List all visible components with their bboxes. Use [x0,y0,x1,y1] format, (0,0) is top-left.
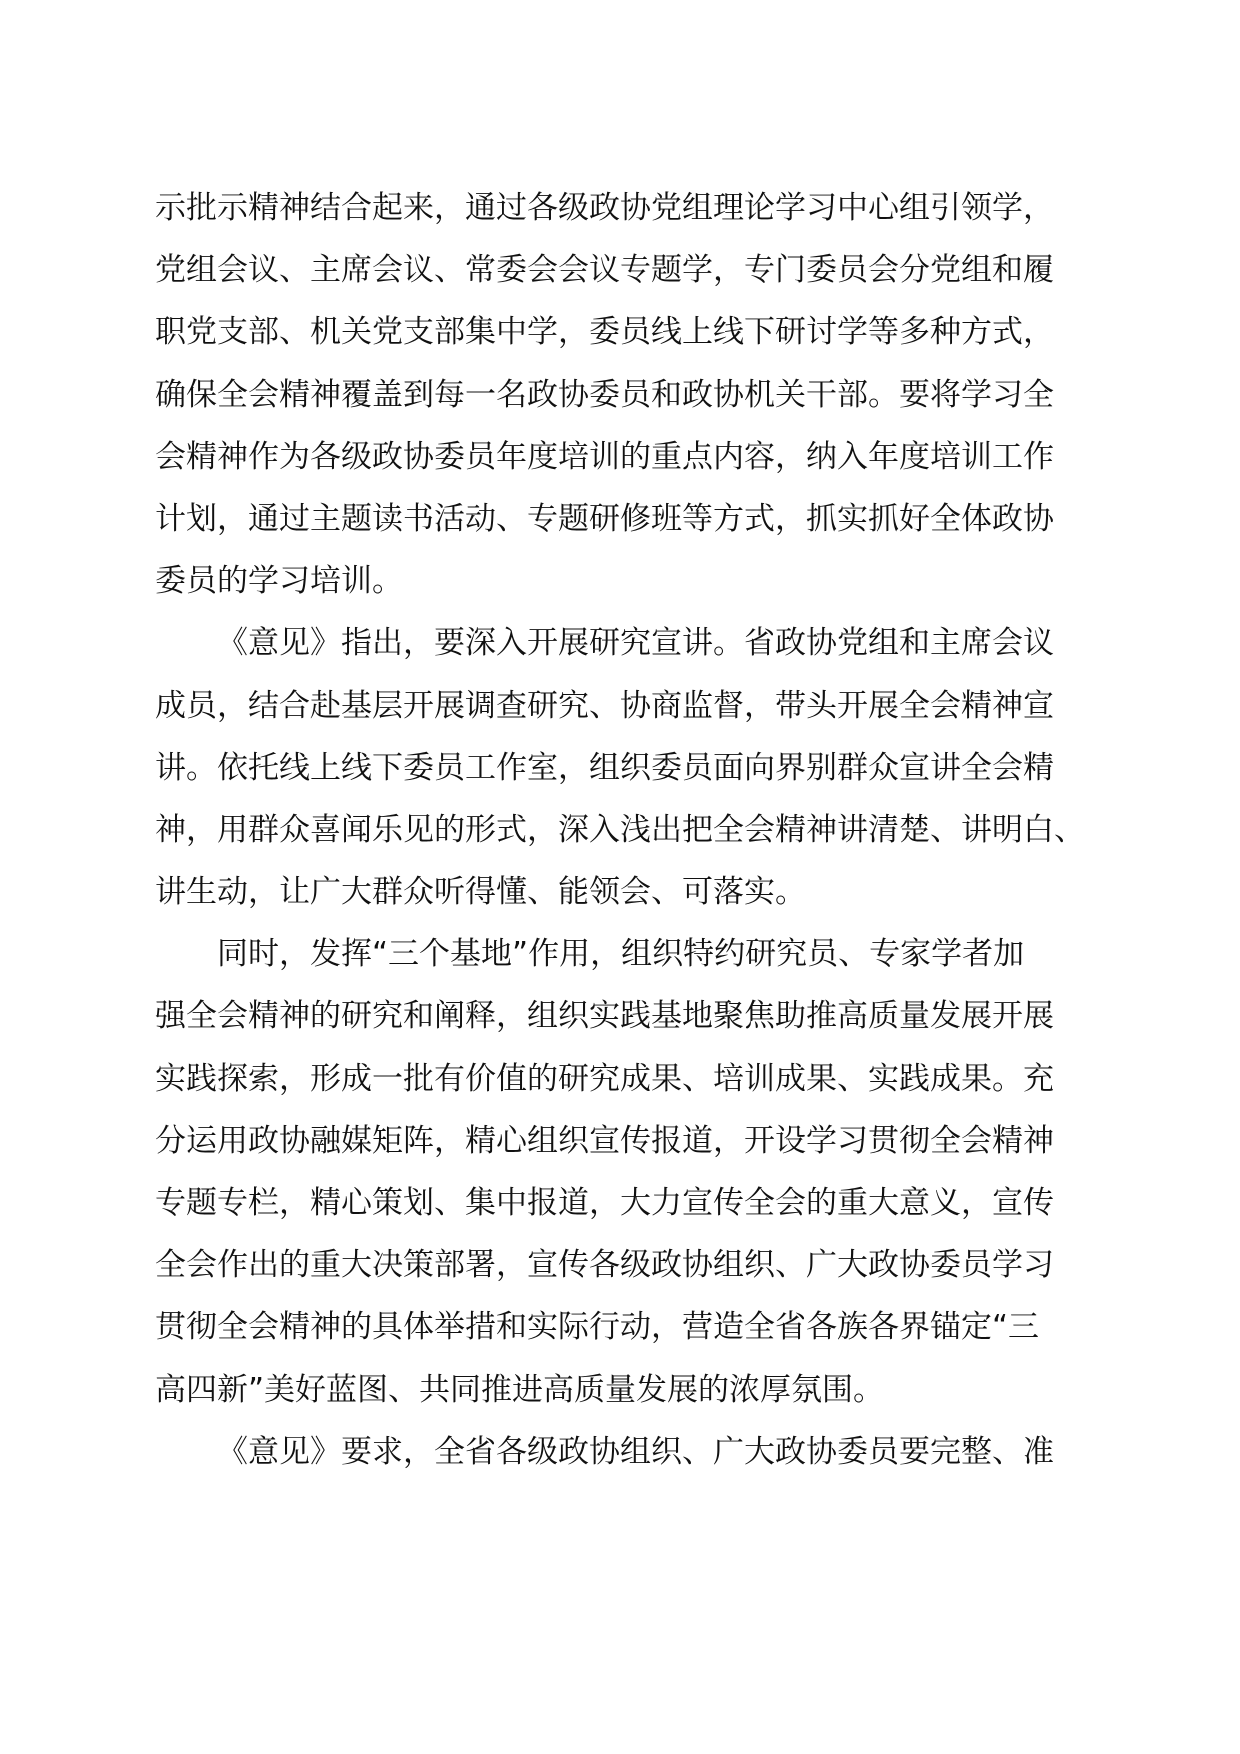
text-line: 贯彻全会精神的具体举措和实际行动，营造全省各族各界锚定“三 [155,1309,1040,1346]
text-line: 全会作出的重大决策部署，宣传各级政协组织、广大政协委员学习 [155,1247,1054,1284]
paragraph-first-line: 《意见》指出，要深入开展研究宣讲。省政协党组和主席会议 [217,625,1054,662]
paragraph-first-line: 同时，发挥“三个基地”作用，组织特约研究员、专家学者加 [217,936,1025,973]
text-line: 强全会精神的研究和阐释，组织实践基地聚焦助推高质量发展开展 [155,998,1054,1035]
text-line: 讲。依托线上线下委员工作室，组织委员面向界别群众宣讲全会精 [155,749,1054,786]
text-line: 讲生动，让广大群众听得懂、能领会、可落实。 [155,874,806,911]
body-text [155,177,1095,1483]
paragraph-first-line: 《意见》要求，全省各级政协组织、广大政协委员要完整、准 [217,1433,1054,1470]
text-line: 会精神作为各级政协委员年度培训的重点内容，纳入年度培训工作 [155,438,1054,475]
text-line: 高四新”美好蓝图、共同推进高质量发展的浓厚氛围。 [155,1371,885,1408]
text-line: 职党支部、机关党支部集中学，委员线上线下研讨学等多种方式， [155,314,1054,351]
text-line: 委员的学习培训。 [155,563,403,600]
text-line: 专题专栏，精心策划、集中报道，大力宣传全会的重大意义，宣传 [155,1185,1054,1221]
text-line: 计划，通过主题读书活动、专题研修班等方式，抓实抓好全体政协 [155,500,1054,537]
text-line: 示批示精神结合起来，通过各级政协党组理论学习中心组引领学， [155,190,1054,226]
text-line: 神，用群众喜闻乐见的形式，深入浅出把全会精神讲清楚、讲明白、 [155,811,1085,848]
text-line: 分运用政协融媒矩阵，精心组织宣传报道，开设学习贯彻全会精神 [155,1122,1054,1159]
text-line: 实践探索，形成一批有价值的研究成果、培训成果、实践成果。充 [155,1060,1054,1097]
text-line: 党组会议、主席会议、常委会会议专题学，专门委员会分党组和履 [155,252,1054,289]
text-line: 成员，结合赴基层开展调查研究、协商监督，带头开展全会精神宣 [155,687,1054,724]
text-line: 确保全会精神覆盖到每一名政协委员和政协机关干部。要将学习全 [155,376,1054,413]
